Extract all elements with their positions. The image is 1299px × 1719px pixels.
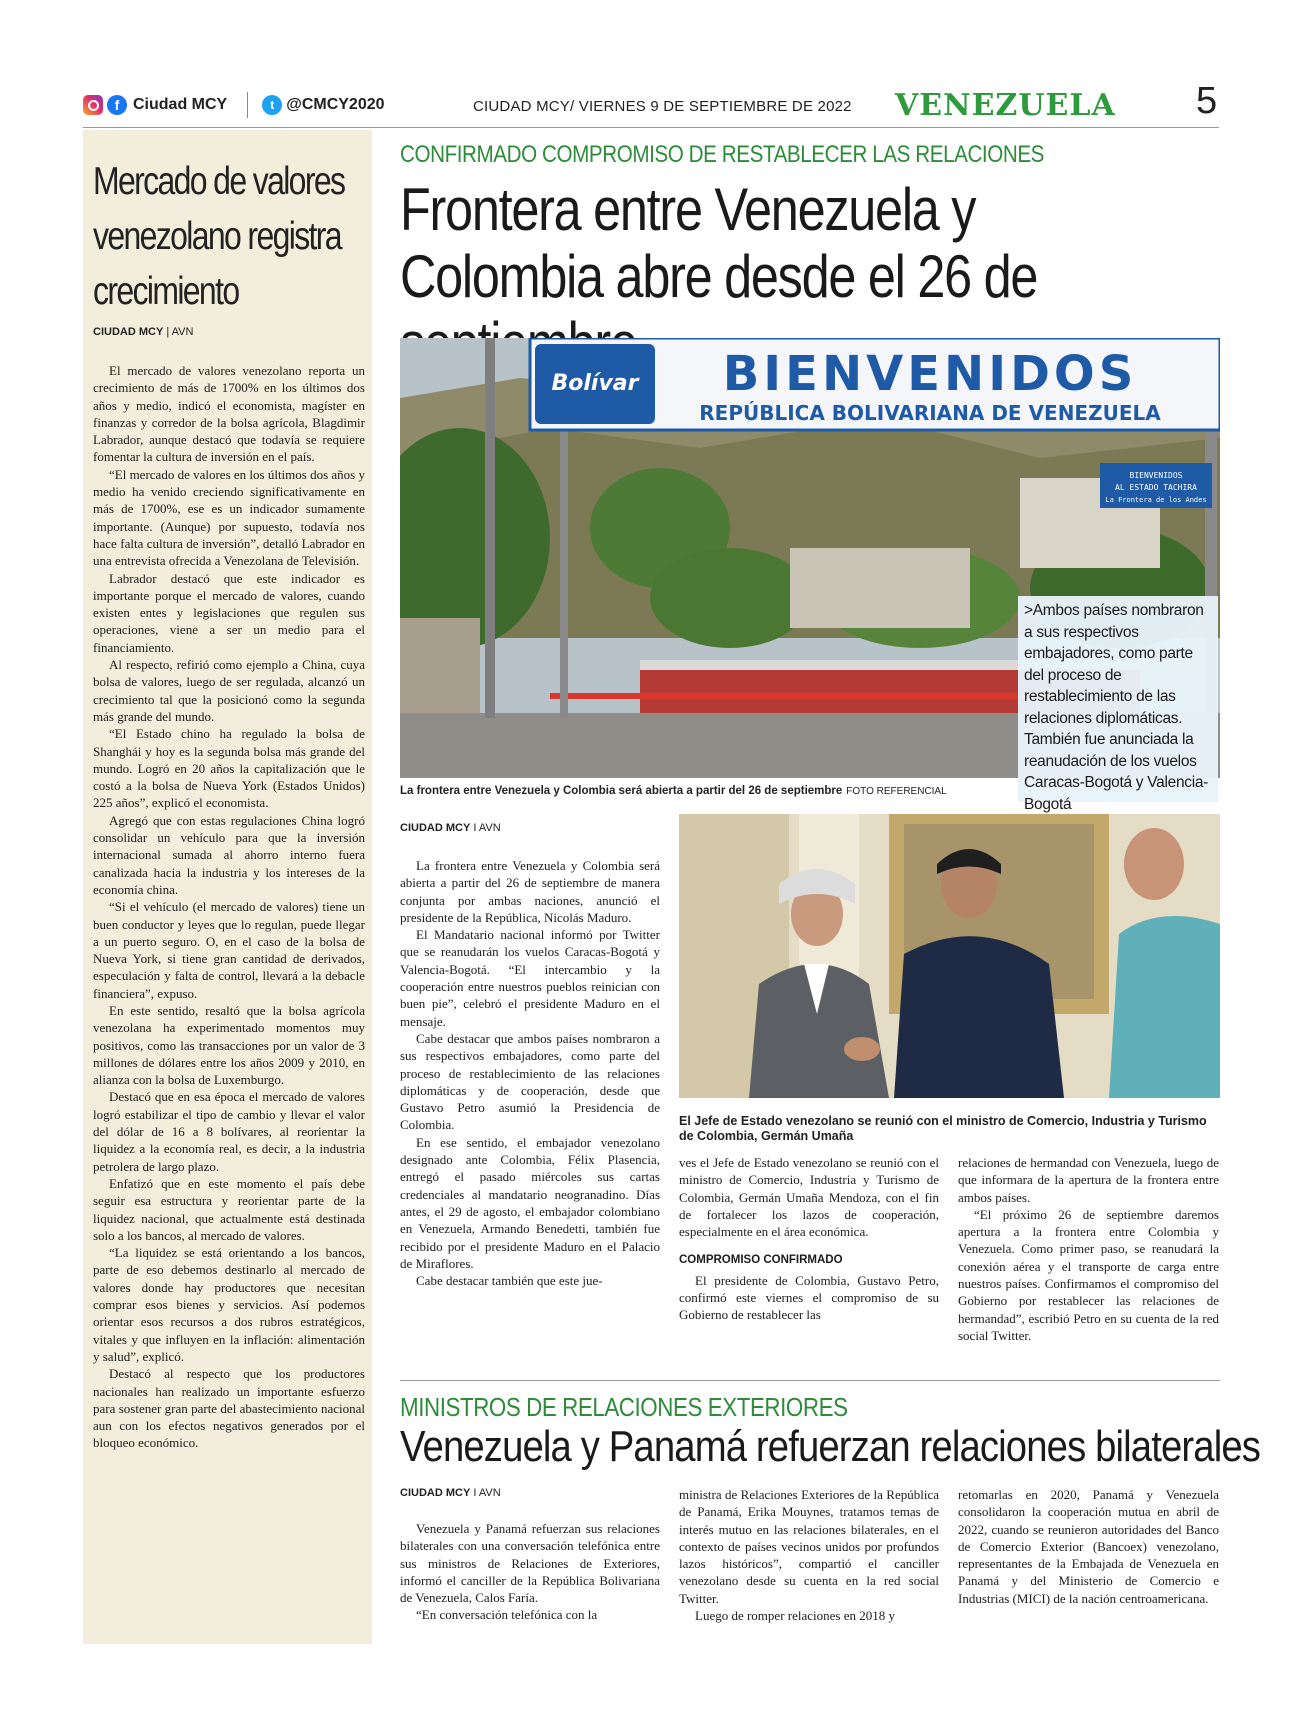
- caption-text: La frontera entre Venezuela y Colombia será abierta a partir del 26 de septiembre: [400, 785, 843, 797]
- pull-quote: >Ambos países nombraron a sus respectivos embajadores, como parte del proceso de restablecimiento de las relaciones diplomáticas. También fue anunciada la reanudación de los vuelos Caracas-Bogotá y Valencia-Bogotá: [1018, 596, 1218, 802]
- small-sign-line2: AL ESTADO TACHIRA: [1115, 483, 1197, 492]
- bottom-story-headline: Venezuela y Panamá refuerzan relaciones bilaterales: [400, 1422, 1261, 1471]
- facebook-handle[interactable]: Ciudad MCY: [133, 96, 228, 113]
- facebook-icon[interactable]: f: [107, 95, 127, 115]
- sidebar-headline: Mercado de valores venezolano registra crecimiento: [93, 160, 345, 313]
- paragraph: Luego de romper relaciones en 2018 y: [695, 1608, 895, 1624]
- sign-logo: Bolívar: [551, 371, 639, 396]
- story-divider: [400, 1380, 1220, 1381]
- sidebar-byline: [93, 326, 193, 338]
- paragraph: La frontera entre Venezuela y Colombia será abierta a partir del 26 de septiembre de manera conjunta por ambas naciones, anunció el presidente de la República, Nicolás Maduro.: [400, 858, 660, 925]
- paragraph: “Si el vehículo (el mercado de valores) tiene un buen conductor y leyes que lo regulan, puede llegar a un puerto seguro. O, en el caso de la bolsa de Nueva York, si tiene gran cantidad de derivados, especulación y falta de control, llevará a la debacle financiera”, expuso.: [93, 899, 365, 1001]
- section-title: VENEZUELA: [895, 88, 1116, 123]
- sign-subtitle: REPÚBLICA BOLIVARIANA DE VENEZUELA: [699, 401, 1161, 425]
- small-sign-line3: La Frontera de los Andes: [1105, 496, 1207, 504]
- byline-agency: | AVN: [163, 326, 194, 338]
- bottom-story-column-1: [400, 1520, 660, 1624]
- bottom-story-column-2: [679, 1486, 939, 1624]
- paragraph: “El mercado de valores en los últimos dos años y medio ha venido creciendo significativamente en más de 1700%, ese es un indicador sumamente importante. (Aunque) por supuesto, todavía nos hace falta cultura de inversión”, detalló Labrador en una entrevista ofrecida a Venezolana de Televisión.: [93, 466, 365, 569]
- paragraph: El presidente de Colombia, Gustavo Petro, confirmó este viernes el compromiso de su Gobierno de restablecer las: [679, 1272, 939, 1323]
- top-story-headline: Frontera entre Venezuela y Colombia abre desde el 26 de: [400, 176, 1038, 310]
- twitter-handle[interactable]: @CMCY2020: [286, 96, 385, 113]
- header-separator: [247, 92, 248, 118]
- paragraph: “El Estado chino ha regulado la bolsa de Shanghái y hoy es la segunda bolsa más grande del mundo. Logró en 20 años la capitalización que le costó a la bolsa de Nueva York (Estados Unidos) 225 años”, explicó el economista.: [93, 726, 365, 811]
- subhead: COMPROMISO CONFIRMADO: [679, 1254, 843, 1267]
- paragraph: Agregó que con estas regulaciones China logró consolidar un vehículo para que la inversión internacional sumada al ahorro interno fuera canalizada hacia la industria y los intereses de la economía china.: [93, 812, 365, 897]
- paragraph: Destacó al respecto que los productores nacionales han realizado un importante esfuerzo para sostener gran parte del abastecimiento nacional aun con los efectos negativos generados por el bloqueo económico.: [93, 1366, 365, 1451]
- paragraph: Cabe destacar que ambos países nombraron a sus respectivos embajadores, como parte del proceso de restablecimiento de las relaciones diplomáticas y de cooperación, desde que Gustavo Petro asumió la Presidencia de Colombia.: [400, 1030, 660, 1133]
- paragraph: relaciones de hermandad con Venezuela, luego de que informara de la apertura de la frontera entre ambos países.: [958, 1155, 1219, 1205]
- bottom-story-byline: [400, 1487, 501, 1499]
- paragraph: “El próximo 26 de septiembre daremos apertura a la frontera entre Colombia y Venezuela. Como primer paso, se reanudará la conexión aérea y el transporte de carga entre nuestros países. Confirmamos el compromiso del Gobierno por restablecer las relaciones de hermandad”, escribió Petro en su cuenta de la red social Twitter.: [958, 1206, 1219, 1343]
- top-story-column-1: [400, 857, 660, 1289]
- meeting-photo-caption: El Jefe de Estado venezolano se reunió con el ministro de Comercio, Industria y Turismo de Colombia, Germán Umaña: [679, 1114, 1207, 1143]
- page-header: [83, 80, 1219, 128]
- paragraph: En ese sentido, el embajador venezolano designado ante Colombia, Félix Plasencia, entregó el pasado miércoles sus cartas credenciales al mandatario neogranadino. Días antes, el 29 de agosto, el embajador colombiano en Venezuela, Armando Benedetti, también fue recibido por el presidente Maduro en el Palacio de Miraflores.: [400, 1134, 660, 1271]
- paragraph: El mercado de valores venezolano reporta un crecimiento de más de 1700% en los últimos dos años y medio, indicó el economista, magíster en finanzas y corredor de la bolsa agrícola, Blagdimir Labrador, aunque destacó que todavía se requiere fomentar la cultura de inversión en el país.: [93, 363, 365, 465]
- meeting-photo: [679, 814, 1220, 1098]
- paragraph: Destacó que en esa época el mercado de valores logró estabilizar el tipo de cambio y llevar el valor del dólar de 16 a 8 bolívares, al reorientar la liquidez a la economía real, es decir, a la industria petrolera de largo plazo.: [93, 1089, 365, 1174]
- photo-credit: FOTO REFERENCIAL: [846, 786, 947, 797]
- page-number: 5: [1196, 80, 1218, 122]
- bottom-story-column-3: [958, 1486, 1219, 1607]
- meeting-photo-illustration: [679, 814, 1220, 1098]
- sign-title: BIENVENIDOS: [722, 346, 1138, 402]
- dateline: CIUDAD MCY/ VIERNES 9 DE SEPTIEMBRE DE 2022: [473, 98, 852, 115]
- social-handles: [83, 92, 385, 118]
- small-sign-line1: BIENVENIDOS: [1129, 471, 1183, 480]
- paragraph: ministra de Relaciones Exteriores de la República de Panamá, Erika Mouynes, tratamos temas de interés mutuo en las relaciones bilaterales, en el contexto de países vecinos unidos por profundos lazos históricos”, compartió el canciller venezolano desde su cuenta en la red social Twitter.: [679, 1487, 939, 1606]
- paragraph: En este sentido, resaltó que la bolsa agrícola venezolana ha experimentado momentos muy positivos, como las transacciones por un valor de 3 millones de dólares entre los años 2009 y 2010, en alianza con la bolsa de Luxemburgo.: [93, 1002, 365, 1088]
- byline-agency: I AVN: [470, 1487, 501, 1499]
- byline-agency: I AVN: [470, 822, 501, 834]
- instagram-icon[interactable]: [83, 95, 103, 115]
- top-story-kicker: CONFIRMADO COMPROMISO DE RESTABLECER LAS RELACIONES: [400, 141, 1045, 168]
- paragraph: El Mandatario nacional informó por Twitter que se reanudarán los vuelos Caracas-Bogotá y Valencia-Bogotá. “El intercambio y la cooperación entre nuestros pueblos reinician con buen pie”, celebró el presidente Maduro en el mensaje.: [400, 927, 660, 1029]
- paragraph: Venezuela y Panamá refuerzan sus relaciones bilaterales con una conversación telefónica entre sus ministros de Relaciones de Exteriores, informó el canciller de la República Bolivariana de Venezuela, Calos Faría.: [400, 1521, 660, 1606]
- byline-source: CIUDAD MCY: [400, 1487, 471, 1499]
- paragraph: “La liquidez se está orientando a los bancos, parte de eso debemos destinarlo al mercado de valores donde hay productores que necesitan comprar esos bienes y servicios. Así podemos orientar esos recursos a dos rubros estratégicos, vitales y que influyen en la inflación: alimentación y salud”, explicó.: [93, 1245, 365, 1364]
- byline-source: CIUDAD MCY: [400, 822, 471, 834]
- paragraph: Al respecto, refirió como ejemplo a China, cuya bolsa de valores, luego de ser regulada, alcanzó un crecimiento tal que la posicionó como la segunda más grande del mundo.: [93, 657, 365, 724]
- sidebar-article: [83, 130, 372, 1644]
- bottom-story-kicker: MINISTROS DE RELACIONES EXTERIORES: [400, 1392, 848, 1422]
- paragraph: ves el Jefe de Estado venezolano se reunió con el ministro de Comercio, Industria y Turismo de Colombia, Germán Umaña Mendoza, con el fin de fortalecer los lazos de cooperación, especialmente en el área económica.: [679, 1155, 939, 1240]
- paragraph: “En conversación telefónica con la: [416, 1607, 598, 1623]
- paragraph: Cabe destacar también que este jue-: [416, 1273, 603, 1289]
- top-story-column-3: [958, 1154, 1219, 1344]
- paragraph: retomarlas en 2020, Panamá y Venezuela consolidaron la cooperación mutua en abril de 2022, cuando se reunieron autoridades del Banco de Comercio Exterior (Bancoex) venezolano, representantes de la Embajada de Venezuela en Panamá y del Ministerio de Comercio e Industrias (MICI) de la nación centroamericana.: [958, 1487, 1219, 1606]
- byline-source: CIUDAD MCY: [93, 326, 164, 338]
- top-story-column-2: [679, 1154, 939, 1324]
- sidebar-body: [93, 362, 365, 1452]
- top-story-byline: [400, 822, 501, 834]
- twitter-icon[interactable]: t: [262, 95, 282, 115]
- photo-caption: [400, 785, 947, 797]
- paragraph: Enfatizó que en este momento el país debe seguir esa estructura y reorientar parte de la liquidez nacional, que actualmente está destinada solo a los bancos, al mercado de valores.: [93, 1175, 365, 1243]
- paragraph: Labrador destacó que este indicador es importante porque el mercado de valores, cuando existen entes y legislaciones que regulen sus operaciones, viene a ser un medio para el financiamiento.: [93, 570, 365, 655]
